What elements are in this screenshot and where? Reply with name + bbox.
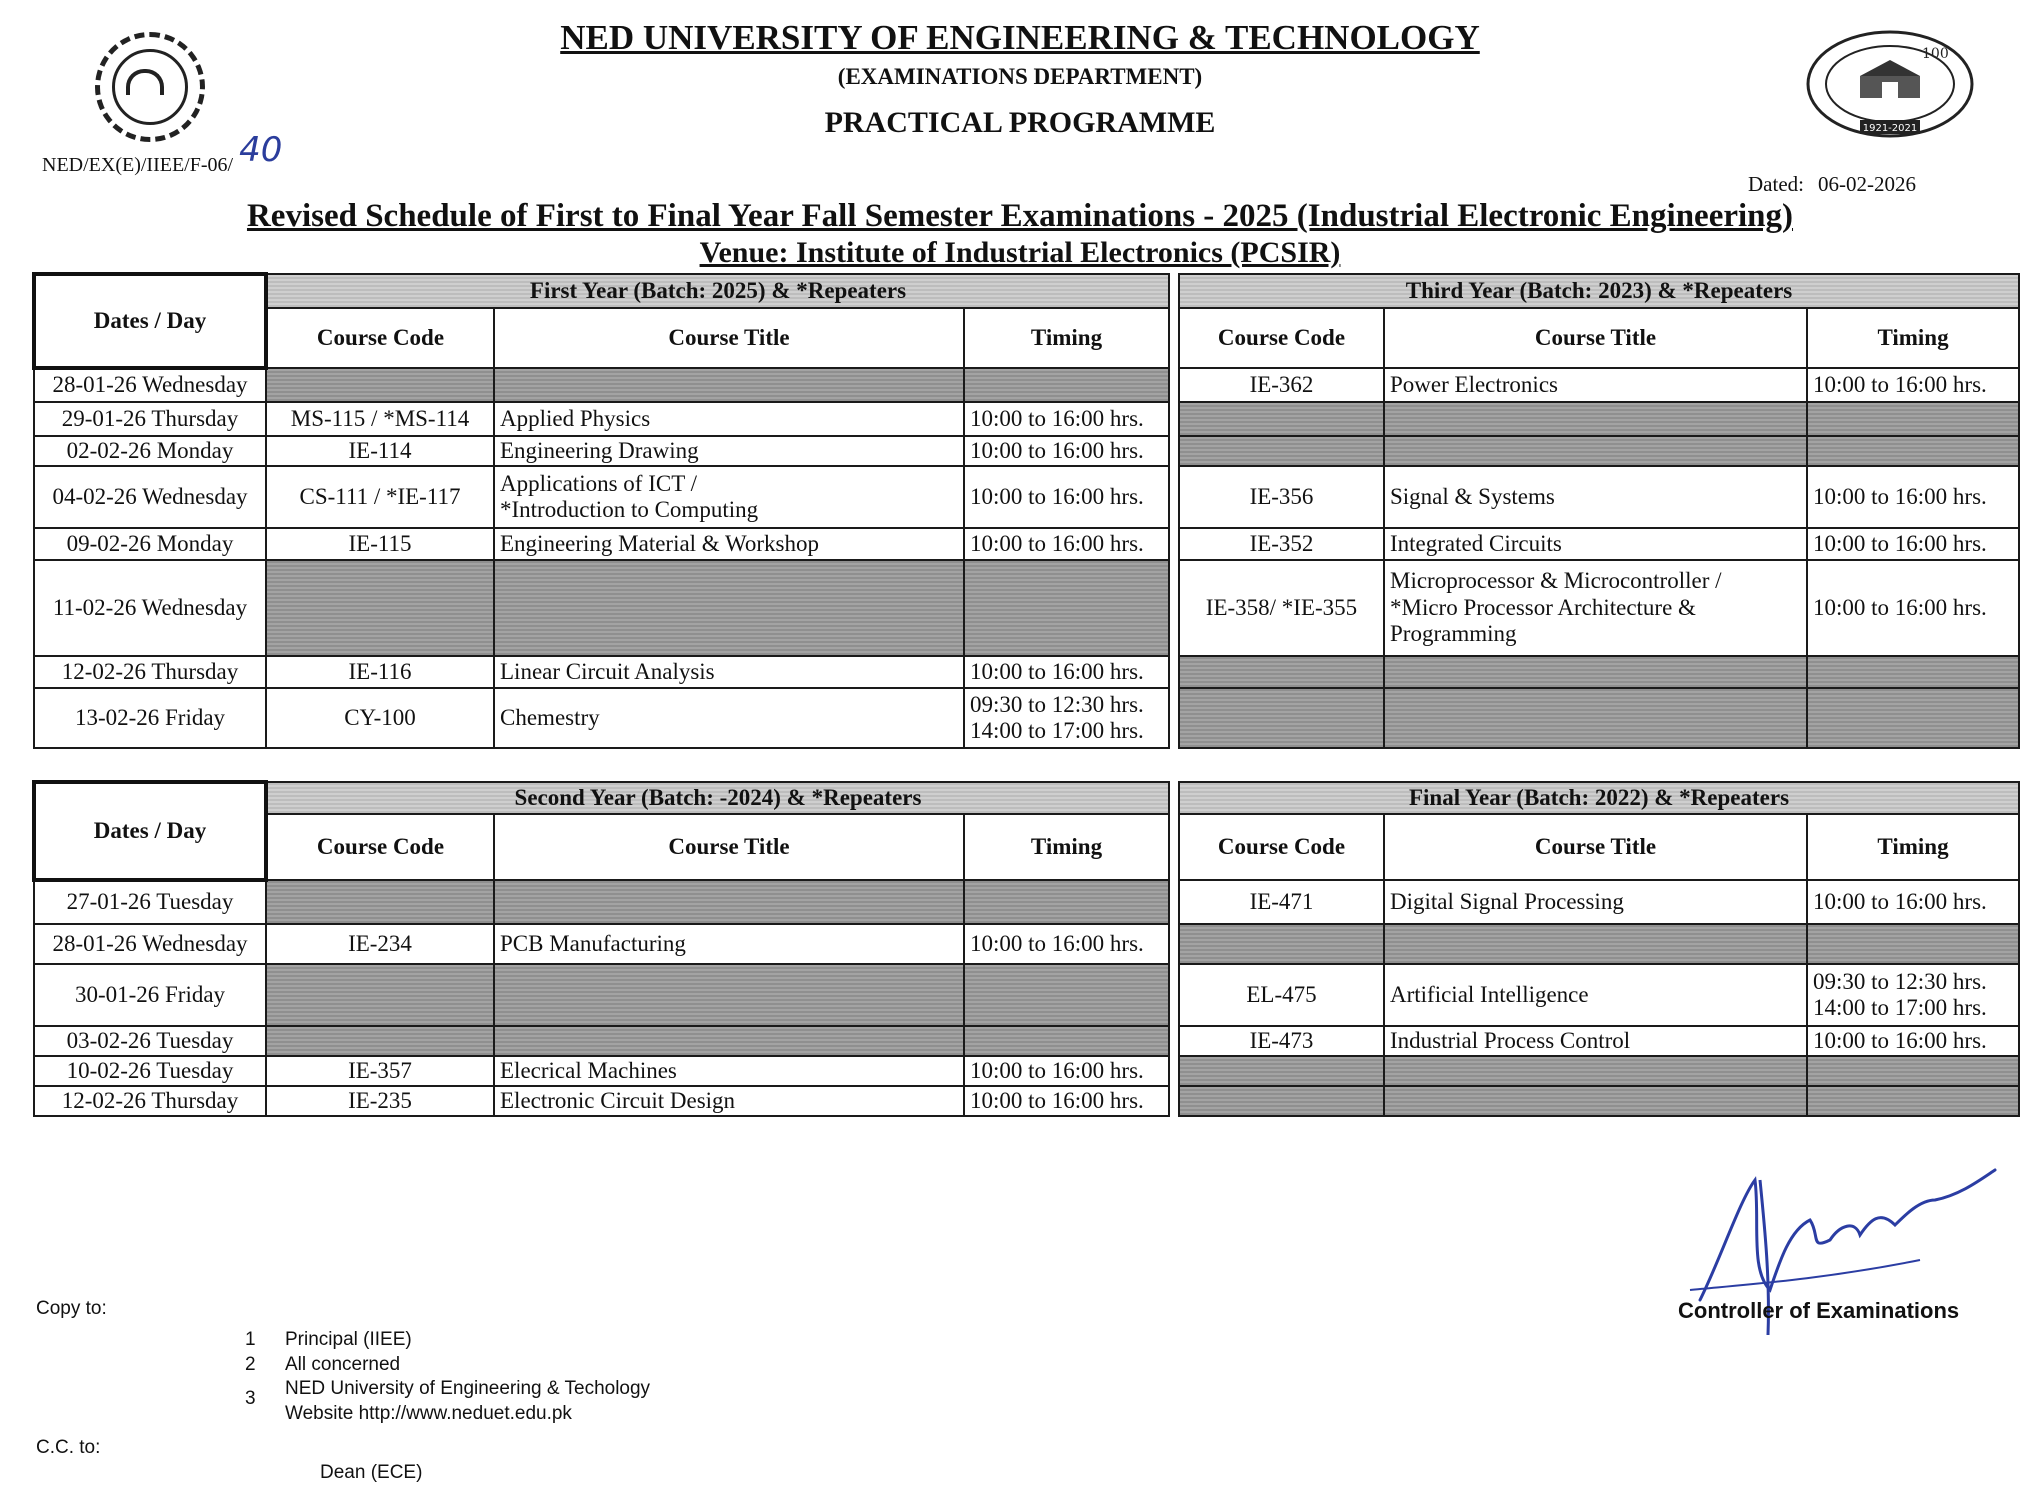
date-cell: 29-01-26 Thursday (34, 402, 266, 436)
course-code-cell: MS-115 / *MS-114 (266, 402, 494, 436)
course-title-cell: Applied Physics (494, 402, 964, 436)
gap-cell (1169, 964, 1179, 1026)
timing-cell (1807, 656, 2019, 688)
date-cell: 10-02-26 Tuesday (34, 1056, 266, 1086)
course-code-cell: IE-473 (1179, 1026, 1384, 1056)
course-code-cell (266, 964, 494, 1026)
dated-line (1748, 172, 1916, 197)
final-year-title: Final Year (Batch: 2022) & *Repeaters (1179, 782, 2019, 814)
timing-cell: 10:00 to 16:00 hrs. (964, 656, 1169, 688)
table-row (34, 1056, 2019, 1086)
table-row (34, 1086, 2019, 1116)
table-row (34, 560, 2019, 656)
course-code-cell: IE-352 (1179, 528, 1384, 560)
table-row (34, 402, 2019, 436)
course-title-cell (1384, 656, 1807, 688)
university-title: NED UNIVERSITY OF ENGINEERING & TECHNOLOGY (560, 18, 1480, 57)
timing-cell (1807, 688, 2019, 748)
timing-cell: 10:00 to 16:00 hrs. (1807, 560, 2019, 656)
timing-cell: 10:00 to 16:00 hrs. (964, 436, 1169, 466)
header-course-code: Course Code (1179, 814, 1384, 880)
table-row (34, 656, 2019, 688)
reference-number (42, 130, 283, 180)
gap-cell (1169, 368, 1179, 402)
gap-cell (1169, 1056, 1179, 1086)
dated-value: 06-02-2026 (1817, 172, 1916, 196)
date-cell: 02-02-26 Monday (34, 436, 266, 466)
course-code-cell: IE-114 (266, 436, 494, 466)
header-course-code: Course Code (266, 814, 494, 880)
course-code-cell: IE-115 (266, 528, 494, 560)
course-code-cell: IE-356 (1179, 466, 1384, 528)
cc-to-label: C.C. to: (36, 1437, 101, 1458)
timing-cell (1807, 924, 2019, 964)
gap-cell (1169, 782, 1179, 880)
timing-cell (1807, 402, 2019, 436)
date-cell: 11-02-26 Wednesday (34, 560, 266, 656)
course-code-cell (1179, 1056, 1384, 1086)
course-code-cell: EL-475 (1179, 964, 1384, 1026)
course-title-cell (494, 964, 964, 1026)
table-row (34, 924, 2019, 964)
course-title-cell: Integrated Circuits (1384, 528, 1807, 560)
timing-cell (1807, 436, 2019, 466)
date-cell: 03-02-26 Tuesday (34, 1026, 266, 1056)
timing-cell: 10:00 to 16:00 hrs. (964, 1056, 1169, 1086)
first-year-title: First Year (Batch: 2025) & *Repeaters (266, 274, 1169, 308)
course-code-cell (266, 368, 494, 402)
course-title-cell (494, 880, 964, 924)
course-code-cell (266, 880, 494, 924)
course-title-cell: PCB Manufacturing (494, 924, 964, 964)
date-cell: 30-01-26 Friday (34, 964, 266, 1026)
gap-cell (1169, 528, 1179, 560)
course-title-cell (1384, 924, 1807, 964)
course-title-cell: Engineering Drawing (494, 436, 964, 466)
course-title-cell (494, 560, 964, 656)
date-cell: 09-02-26 Monday (34, 528, 266, 560)
date-cell: 04-02-26 Wednesday (34, 466, 266, 528)
timing-cell: 10:00 to 16:00 hrs. (964, 1086, 1169, 1116)
course-title-cell: Artificial Intelligence (1384, 964, 1807, 1026)
university-logo-left (95, 32, 205, 142)
header-timing: Timing (1807, 308, 2019, 368)
date-cell: 28-01-26 Wednesday (34, 924, 266, 964)
course-title-cell (1384, 688, 1807, 748)
timing-cell: 10:00 to 16:00 hrs. (964, 466, 1169, 528)
reference-prefix: NED/EX(E)/IIEE/F-06/ (42, 154, 234, 176)
copy-item-number: 2 (245, 1353, 256, 1375)
course-code-cell: IE-234 (266, 924, 494, 964)
copy-item-text: Principal (IIEE) (285, 1329, 412, 1350)
timing-cell: 10:00 to 16:00 hrs. (1807, 880, 2019, 924)
course-title-cell (494, 1026, 964, 1056)
course-title-cell (1384, 1056, 1807, 1086)
timing-cell: 10:00 to 16:00 hrs. (964, 924, 1169, 964)
course-code-cell (1179, 924, 1384, 964)
logo-arch (126, 69, 164, 95)
signature-title: Controller of Examinations (1678, 1298, 1960, 1323)
timing-cell (964, 1026, 1169, 1056)
cc-to-item: Dean (ECE) (320, 1462, 423, 1483)
table-row (34, 368, 2019, 402)
header-course-title: Course Title (494, 308, 964, 368)
table-row (34, 466, 2019, 528)
timing-cell (1807, 1086, 2019, 1116)
timing-cell (964, 964, 1169, 1026)
timing-cell: 10:00 to 16:00 hrs. (964, 528, 1169, 560)
gap-cell (1169, 924, 1179, 964)
copy-item (245, 1353, 650, 1378)
course-code-cell (1179, 1086, 1384, 1116)
copy-item-number: 1 (245, 1329, 256, 1350)
date-cell: 12-02-26 Thursday (34, 656, 266, 688)
header-timing: Timing (1807, 814, 2019, 880)
course-code-cell: CY-100 (266, 688, 494, 748)
course-title-cell: Electronic Circuit Design (494, 1086, 964, 1116)
course-code-cell (1179, 402, 1384, 436)
course-code-cell (266, 1026, 494, 1056)
copy-item-text: All concerned (285, 1353, 401, 1375)
timing-cell: 09:30 to 12:30 hrs. 14:00 to 17:00 hrs. (1807, 964, 2019, 1026)
copy-to-list (245, 1328, 650, 1427)
date-cell: 28-01-26 Wednesday (34, 368, 266, 402)
course-title-cell: Linear Circuit Analysis (494, 656, 964, 688)
header-course-code: Course Code (1179, 308, 1384, 368)
timing-cell (964, 368, 1169, 402)
header-timing: Timing (964, 308, 1169, 368)
svg-text:1921-2021: 1921-2021 (1862, 123, 1918, 134)
course-code-cell: IE-471 (1179, 880, 1384, 924)
date-cell: 27-01-26 Tuesday (34, 880, 266, 924)
timing-cell: 10:00 to 16:00 hrs. (1807, 1026, 2019, 1056)
course-title-cell (494, 368, 964, 402)
table-row (34, 528, 2019, 560)
course-title-cell: Digital Signal Processing (1384, 880, 1807, 924)
course-title-cell: Microprocessor & Microcontroller / *Micro Processor Architecture & Programming (1384, 560, 1807, 656)
timing-cell: 10:00 to 16:00 hrs. (1807, 368, 2019, 402)
timing-cell (964, 560, 1169, 656)
copy-item (245, 1328, 650, 1353)
copy-item-number: 3 (245, 1388, 256, 1410)
course-code-cell (266, 560, 494, 656)
course-title-cell: Engineering Material & Workshop (494, 528, 964, 560)
course-code-cell: IE-235 (266, 1086, 494, 1116)
table-row (34, 436, 2019, 466)
schedule-heading: Revised Schedule of First to Final Year Fall Semester Examinations - 2025 (Industrial Electronic Engineering) (246, 198, 1794, 234)
copy-to-label: Copy to: (36, 1298, 107, 1319)
table-row (34, 880, 2019, 924)
course-code-cell: IE-357 (266, 1056, 494, 1086)
course-title-cell: Applications of ICT / *Introduction to Computing (494, 466, 964, 528)
gap-cell (1169, 880, 1179, 924)
course-code-cell: IE-358/ *IE-355 (1179, 560, 1384, 656)
course-title-cell: Industrial Process Control (1384, 1026, 1807, 1056)
gap-cell (1169, 402, 1179, 436)
course-title-cell: Signal & Systems (1384, 466, 1807, 528)
gap-cell (1169, 560, 1179, 656)
course-title-cell (1384, 402, 1807, 436)
timing-cell: 10:00 to 16:00 hrs. (1807, 528, 2019, 560)
gap-cell (1169, 656, 1179, 688)
timing-cell (1807, 1056, 2019, 1086)
header-dates-day: Dates / Day (34, 782, 266, 880)
course-title-cell: Elecrical Machines (494, 1056, 964, 1086)
date-cell: 13-02-26 Friday (34, 688, 266, 748)
svg-text:100: 100 (1922, 46, 1949, 62)
course-code-cell: IE-116 (266, 656, 494, 688)
header-dates-day: Dates / Day (34, 274, 266, 368)
course-title-cell: Power Electronics (1384, 368, 1807, 402)
gap-cell (1169, 436, 1179, 466)
course-title-cell (1384, 436, 1807, 466)
course-code-cell: IE-362 (1179, 368, 1384, 402)
third-year-title: Third Year (Batch: 2023) & *Repeaters (1179, 274, 2019, 308)
table-row (34, 688, 2019, 748)
course-code-cell (1179, 436, 1384, 466)
schedule-table-second-final-year (32, 780, 2020, 1117)
timing-cell: 09:30 to 12:30 hrs. 14:00 to 17:00 hrs. (964, 688, 1169, 748)
timing-cell (964, 880, 1169, 924)
timing-cell: 10:00 to 16:00 hrs. (964, 402, 1169, 436)
reference-handwritten-number: 40 (239, 130, 283, 170)
course-code-cell (1179, 688, 1384, 748)
table-row (34, 1026, 2019, 1056)
header-course-title: Course Title (1384, 308, 1807, 368)
header-timing: Timing (964, 814, 1169, 880)
copy-item (245, 1377, 650, 1426)
second-year-title: Second Year (Batch: -2024) & *Repeaters (266, 782, 1169, 814)
course-code-cell (1179, 656, 1384, 688)
dated-label: Dated: (1748, 172, 1804, 196)
timing-cell: 10:00 to 16:00 hrs. (1807, 466, 2019, 528)
header-course-code: Course Code (266, 308, 494, 368)
programme-title: PRACTICAL PROGRAMME (824, 106, 1216, 139)
copy-item-text: NED University of Engineering & Techology Website http://www.neduet.edu.pk (285, 1378, 651, 1425)
department-title: (EXAMINATIONS DEPARTMENT) (837, 64, 1203, 89)
date-cell: 12-02-26 Thursday (34, 1086, 266, 1116)
header-course-title: Course Title (1384, 814, 1807, 880)
gap-cell (1169, 1026, 1179, 1056)
course-title-cell (1384, 1086, 1807, 1116)
gap-cell (1169, 466, 1179, 528)
table-row (34, 964, 2019, 1026)
centenary-seal-logo (1802, 26, 1978, 146)
header-course-title: Course Title (494, 814, 964, 880)
venue-heading: Venue: Institute of Industrial Electronics (PCSIR) (699, 236, 1341, 269)
gap-cell (1169, 688, 1179, 748)
course-title-cell: Chemestry (494, 688, 964, 748)
gap-cell (1169, 274, 1179, 368)
gap-cell (1169, 1086, 1179, 1116)
schedule-table-first-third-year (32, 272, 2020, 749)
course-code-cell: CS-111 / *IE-117 (266, 466, 494, 528)
